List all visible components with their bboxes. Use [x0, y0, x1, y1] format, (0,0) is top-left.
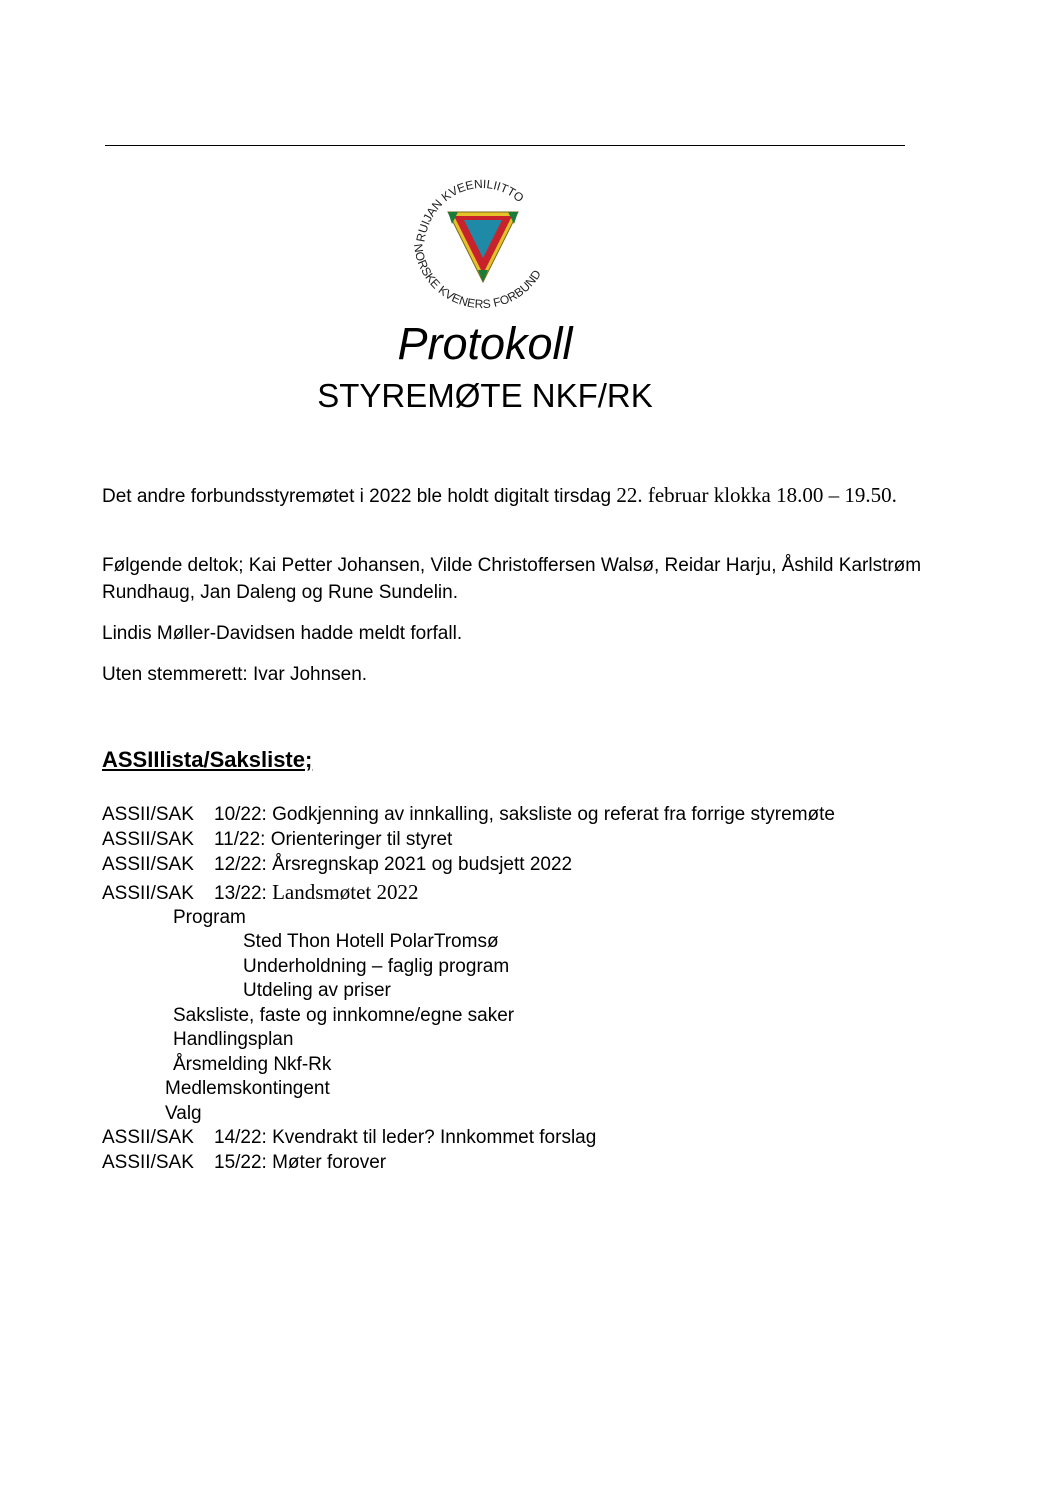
- agenda-sub-item: Medlemskontingent: [165, 1078, 330, 1099]
- svg-text:NORSKE KVENERS FORBUND: NORSKE KVENERS FORBUND: [411, 242, 544, 312]
- agenda-item: [102, 803, 835, 827]
- agenda-item: [102, 880, 419, 906]
- agenda-sub-item: Program: [173, 907, 246, 928]
- agenda-text: 15/22: Møter forover: [214, 1152, 387, 1173]
- document-title: Protokoll: [397, 318, 573, 369]
- agenda-item: [102, 853, 572, 877]
- nkf-rk-logo: [400, 170, 565, 320]
- svg-text:RUIJAN KVEENILIITTO: RUIJAN KVEENILIITTO: [413, 176, 527, 243]
- intro-paragraph-no-vote: Uten stemmerett: Ivar Johnsen.: [102, 664, 368, 685]
- header-rule: [105, 145, 905, 146]
- agenda-code: ASSII/SAK: [102, 854, 194, 875]
- agenda-text: 12/22: Årsregnskap 2021 og budsjett 2022: [214, 854, 573, 875]
- agenda-text: 10/22: Godkjenning av innkalling, saksliste og referat fra forrige styremøte: [214, 804, 835, 825]
- agenda-sub-item: Saksliste, faste og innkomne/egne saker: [173, 1005, 515, 1026]
- agenda-code: ASSII/SAK: [102, 829, 194, 850]
- agenda-item: [102, 1151, 386, 1175]
- agenda-text: 14/22: Kvendrakt til leder? Innkommet forslag: [214, 1127, 597, 1148]
- agenda-sub-item: Årsmelding Nkf-Rk: [173, 1054, 332, 1075]
- agenda-code: ASSII/SAK: [102, 1127, 194, 1148]
- agenda-code: ASSII/SAK: [102, 1152, 194, 1173]
- agenda-heading: ASSIIlista/Saksliste;: [102, 747, 313, 772]
- agenda-text-serif: Landsmøtet 2022: [272, 880, 419, 904]
- agenda-code: ASSII/SAK: [102, 883, 194, 904]
- agenda-text: 13/22:: [214, 883, 273, 904]
- agenda-item: [102, 1126, 596, 1150]
- intro-paragraph-absent: Lindis Møller-Davidsen hadde meldt forfall.: [102, 623, 463, 644]
- meeting-time: 22. februar klokka 18.00 – 19.50.: [616, 483, 897, 507]
- agenda-sub-item: Sted Thon Hotell PolarTromsø: [243, 931, 499, 952]
- agenda-text: 11/22: Orienteringer til styret: [214, 829, 453, 850]
- agenda-sub-item: Underholdning – faglig program: [243, 956, 510, 977]
- agenda-sub-item: Valg: [165, 1103, 202, 1124]
- agenda-code: ASSII/SAK: [102, 804, 194, 825]
- intro-paragraph-attendees: Følgende deltok; Kai Petter Johansen, Vilde Christoffersen Walsø, Reidar Harju, Åshild Karlstrøm Rundhaug, Jan Daleng og Rune Sundelin.: [102, 555, 922, 603]
- meeting-text: Det andre forbundsstyremøtet i 2022 ble holdt digitalt tirsdag: [102, 486, 617, 507]
- agenda-sub-item: Utdeling av priser: [243, 980, 391, 1001]
- agenda-item: [102, 828, 452, 852]
- agenda-sub-item: Handlingsplan: [173, 1029, 294, 1050]
- document-subtitle: STYREMØTE NKF/RK: [317, 377, 653, 414]
- intro-paragraph-meeting: [102, 482, 942, 510]
